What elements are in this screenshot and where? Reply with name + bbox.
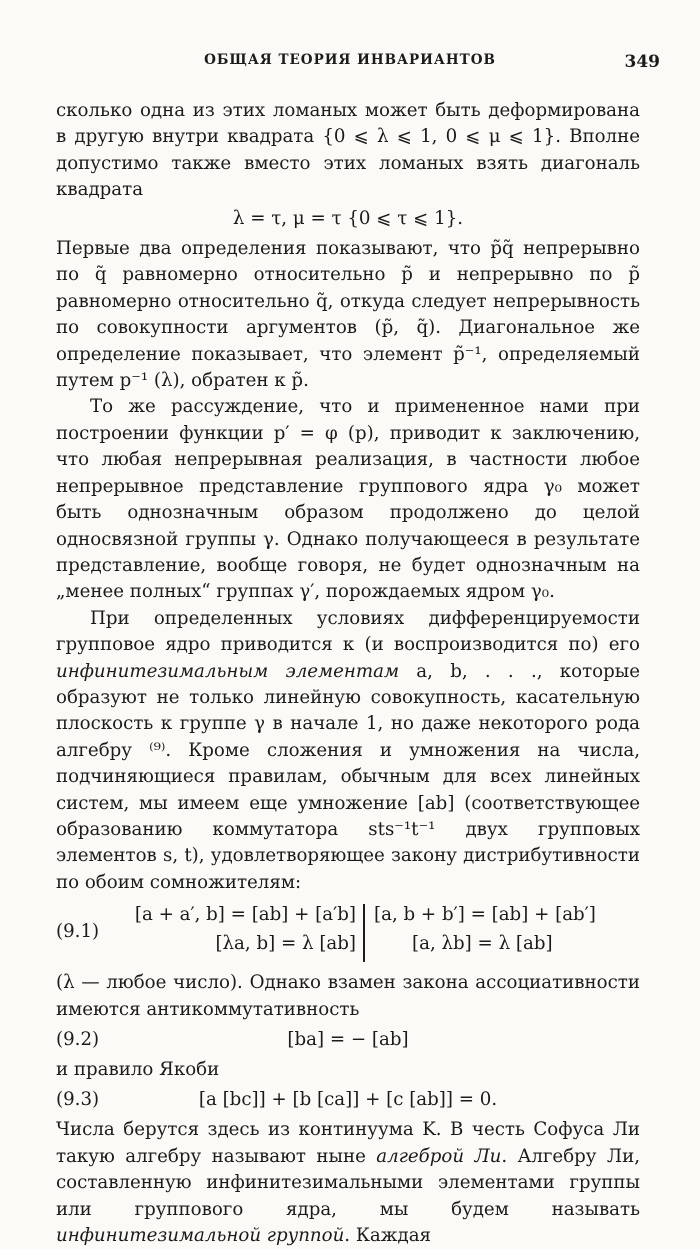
text-segment: Числа берутся здесь из континуума K. В честь Софуса Ли такую алгебру называют ныне: [56, 1119, 640, 1167]
paragraph-lie-algebra: [56, 1117, 640, 1249]
paragraph-continuation: сколько одна из этих ломаных может быть деформирована в другую внутри квадрата {0 ⩽ λ ⩽ 1, 0 ⩽ μ ⩽ 1}. Вполне допустимо также вместо этих ломаных взять диагональ квадрата: [56, 100, 640, 201]
text-segment: При определенных условиях дифференцируемости групповое ядро приводится к (и воспроизводится по) его: [56, 607, 640, 656]
text-segment: . Каждая: [344, 1225, 432, 1247]
paragraph-definitions: Первые два определения показывают, что p̃q̃ непрерывно по q̃ равномерно относительно p̃ и непрерывно по p̃ равномерно относительно q̃, откуда следует непрерывность по совокупности аргументов (p̃, q̃). Диагональное же определение показывает, что элемент p̃⁻¹, определяемый путем p⁻¹ (λ), обратен к p̃.: [56, 238, 640, 392]
equation-line: [λa, b] = λ [ab]: [215, 932, 356, 954]
equation-number: (9.3): [56, 1089, 100, 1111]
equation-9-3: [56, 1087, 640, 1113]
diagonal-formula: λ = τ, μ = τ {0 ⩽ τ ⩽ 1}.: [232, 207, 464, 229]
equation-line: [a, λb] = λ [ab]: [412, 932, 553, 954]
equation-separator: [363, 904, 365, 962]
term-lie-algebra: алгеброй Ли: [376, 1145, 502, 1167]
paragraph-reasoning: То же рассуждение, что и примененное нами при построении функции p′ = φ (p), приводит к заключению, что любая непрерывная реализация, в частности любое непрерывное представление группового ядра γ₀ может быть однозначным образом продолжено до целой односвязной группы γ. Однако получающееся в результате представление, вообще говоря, не будет однозначным на „менее полных“ группах γ′, порождаемых ядром γ₀.: [56, 396, 640, 603]
paragraph-jacobi: и правило Якоби: [56, 1059, 220, 1080]
page-number: 349: [624, 52, 660, 72]
equation-right-column: [374, 902, 644, 957]
equation-left-column: [126, 902, 356, 957]
page-header: [0, 52, 700, 80]
equation-line: [a, b + b′] = [ab] + [ab′]: [374, 904, 596, 926]
term-infinitesimal-group: инфинитезимальной группой: [56, 1225, 345, 1247]
text-segment: a, b, . . ., которые образуют не только линейную совокупность, касательную плоскость к группе γ в начале 1, но даже некоторого рода алгебру ⁽⁹⁾. Кроме сложения и умножения на числа, подчиняющиеся правилам, обычным для всех линейных систем, мы имеем еще умножение [ab] (соответствующее образованию коммутатора sts⁻¹t⁻¹ двух групповых элементов s, t), удовлетворяющее закону дистрибутивности по обоим сомножителям:: [56, 660, 640, 893]
equation-expression: [a [bc]] + [b [ca]] + [c [ab]] = 0.: [198, 1089, 498, 1111]
paragraph-anticommutativity: (λ — любое число). Однако взамен закона ассоциативности имеются антикоммутативность: [56, 972, 640, 1020]
text-segment: . Алгебру Ли, составленную инфинитезимальными элементами группы или группового ядра, мы будем называть: [56, 1145, 640, 1220]
page-body: [56, 98, 640, 1249]
equation-9-2: [56, 1027, 640, 1053]
term-infinitesimal-elements: инфинитезимальным элементам: [56, 660, 400, 682]
equation-number: (9.2): [56, 1029, 100, 1050]
equation-number: (9.1): [56, 921, 100, 943]
paragraph-infinitesimal: [56, 606, 640, 896]
equation-9-1: [56, 902, 640, 962]
equation-line: [a + a′, b] = [ab] + [a′b]: [134, 904, 356, 926]
running-title: ОБЩАЯ ТЕОРИЯ ИНВАРИАНТОВ: [204, 52, 496, 68]
equation-expression: [ba] = − [ab]: [287, 1029, 409, 1050]
